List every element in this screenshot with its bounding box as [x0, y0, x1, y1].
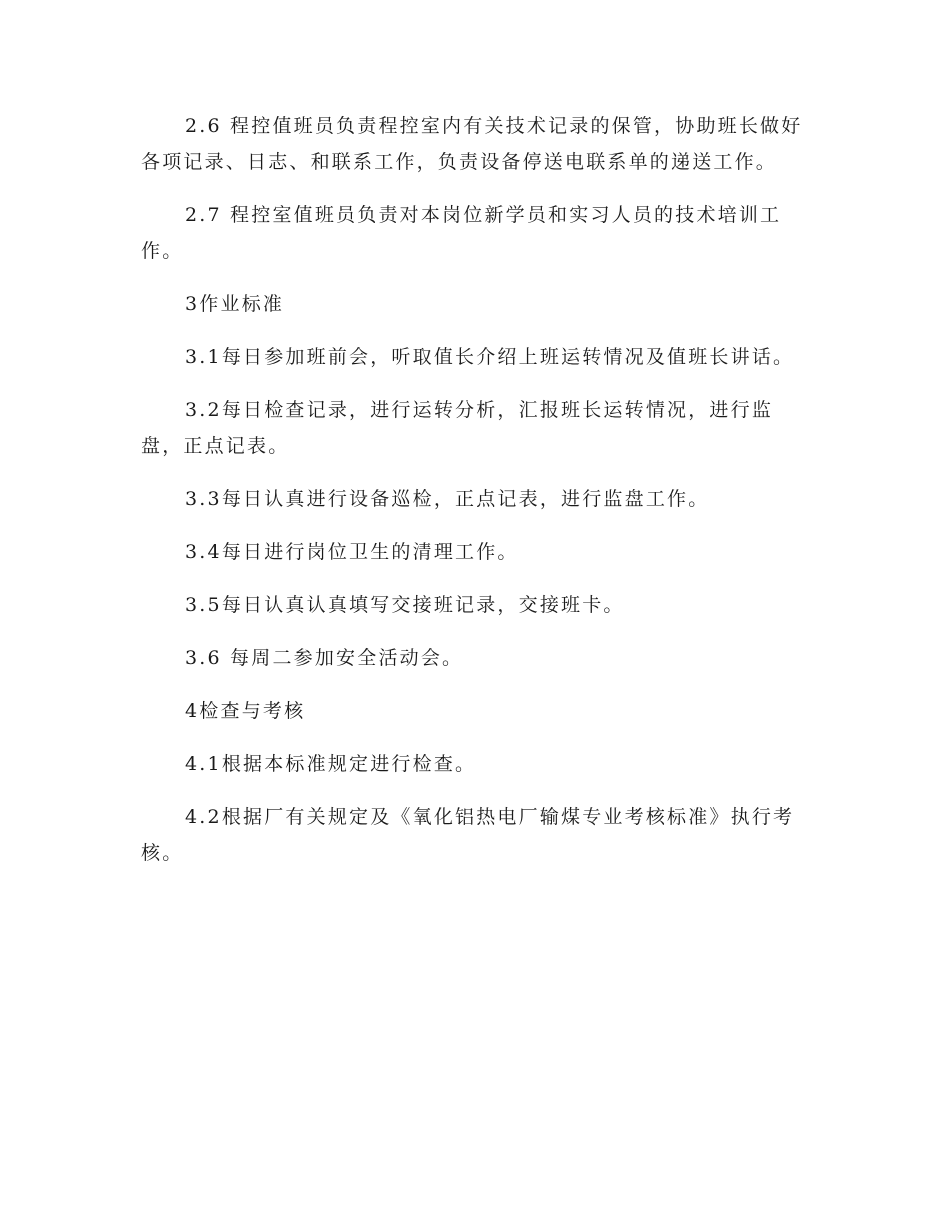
- section-heading-3: 3作业标准: [185, 293, 285, 315]
- paragraph-2-7: 2.7 程控室值班员负责对本岗位新学员和实习人员的技术培训工作。: [141, 204, 782, 262]
- paragraph-3-4: 3.4每日进行岗位卫生的清理工作。: [185, 541, 519, 563]
- paragraph-3-2: 3.2每日检查记录，进行运转分析，汇报班长运转情况，进行监盘，正点记表。: [141, 399, 774, 457]
- paragraph-3-6: 3.6 每周二参加安全活动会。: [185, 647, 464, 669]
- section-heading-4: 4检查与考核: [185, 700, 306, 722]
- paragraph-3-1: 3.1每日参加班前会，听取值长介绍上班运转情况及值班长讲话。: [185, 346, 795, 368]
- paragraph-2-6: 2.6 程控值班员负责程控室内有关技术记录的保管，协助班长做好各项记录、日志、和联系工作，负责设备停送电联系单的递送工作。: [141, 115, 803, 173]
- document-body: [141, 108, 813, 888]
- paragraph-4-1: 4.1根据本标准规定进行检查。: [185, 753, 477, 775]
- paragraph-3-3: 3.3每日认真进行设备巡检，正点记表，进行监盘工作。: [185, 488, 710, 510]
- paragraph-3-5: 3.5每日认真认真填写交接班记录，交接班卡。: [185, 594, 625, 616]
- paragraph-4-2: 4.2根据厂有关规定及《氧化铝热电厂输煤专业考核标准》执行考核。: [141, 806, 795, 864]
